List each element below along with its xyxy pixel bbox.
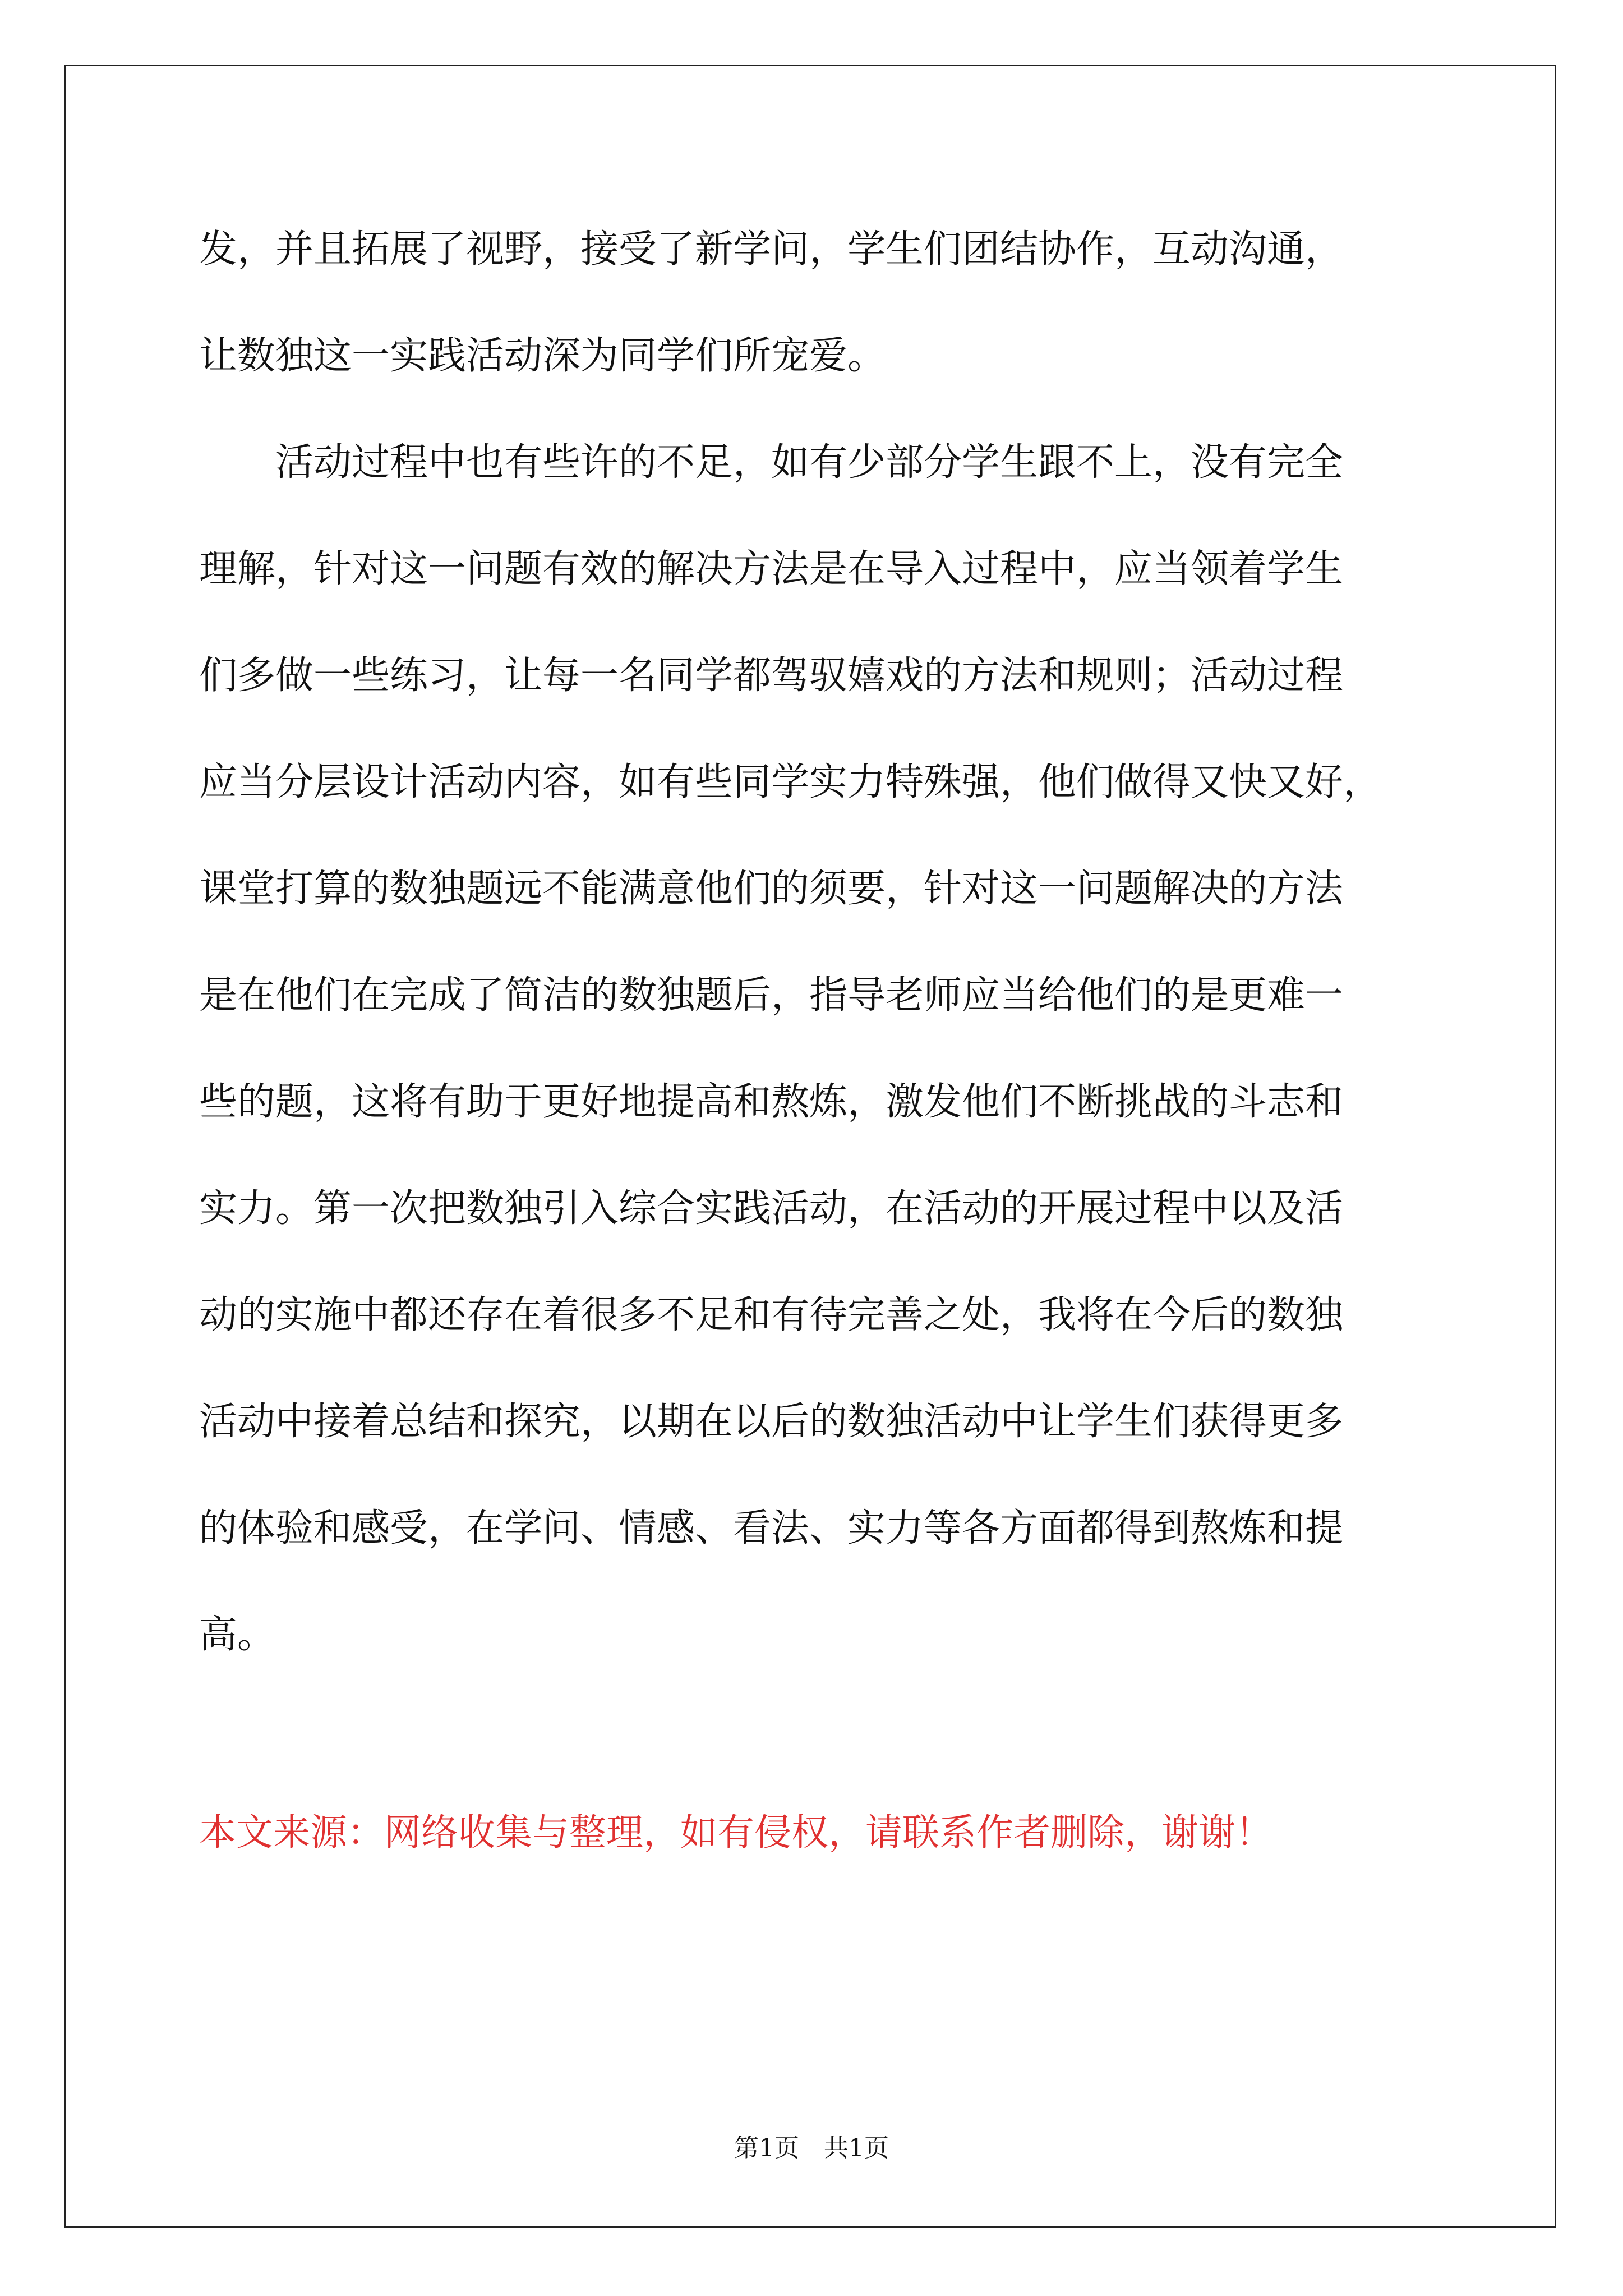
body-line-9: 些的题，这将有助于更好地提高和熬炼，激发他们不断挑战的斗志和	[199, 1080, 1344, 1124]
body-line-6: 应当分层设计活动内容，如有些同学实力特殊强，他们做得又快又好，	[199, 760, 1382, 804]
body-line-11: 动的实施中都还存在着很多不足和有待完善之处，我将在今后的数独	[199, 1293, 1344, 1337]
body-line-3: 活动过程中也有些许的不足，如有少部分学生跟不上，没有完全	[199, 440, 1344, 485]
source-note: 本文来源：网络收集与整理，如有侵权，请联系作者删除，谢谢！	[199, 1811, 1272, 1854]
body-line-8: 是在他们在完成了简洁的数独题后，指导老师应当给他们的是更难一	[199, 973, 1344, 1018]
body-line-5: 们多做一些练习，让每一名同学都驾驭嬉戏的方法和规则；活动过程	[199, 654, 1344, 698]
body-line-7: 课堂打算的数独题远不能满意他们的须要，针对这一问题解决的方法	[199, 867, 1344, 911]
body-line-2: 让数独这一实践活动深为同学们所宠爱。	[199, 334, 886, 378]
body-line-12: 活动中接着总结和探究，以期在以后的数独活动中让学生们获得更多	[199, 1400, 1344, 1444]
body-line-1: 发，并且拓展了视野，接受了新学问，学生们团结协作，互动沟通，	[199, 227, 1344, 272]
body-line-14: 高。	[199, 1613, 276, 1657]
page-footer	[0, 2133, 1623, 2164]
page-number: 第1页	[734, 2134, 799, 2162]
body-line-10: 实力。第一次把数独引入综合实践活动，在活动的开展过程中以及活	[199, 1186, 1344, 1231]
body-line-4: 理解，针对这一问题有效的解决方法是在导入过程中，应当领着学生	[199, 547, 1344, 591]
body-line-13: 的体验和感受，在学问、情感、看法、实力等各方面都得到熬炼和提	[199, 1506, 1344, 1550]
page-border	[64, 65, 1556, 2228]
page-total: 共1页	[824, 2134, 889, 2162]
